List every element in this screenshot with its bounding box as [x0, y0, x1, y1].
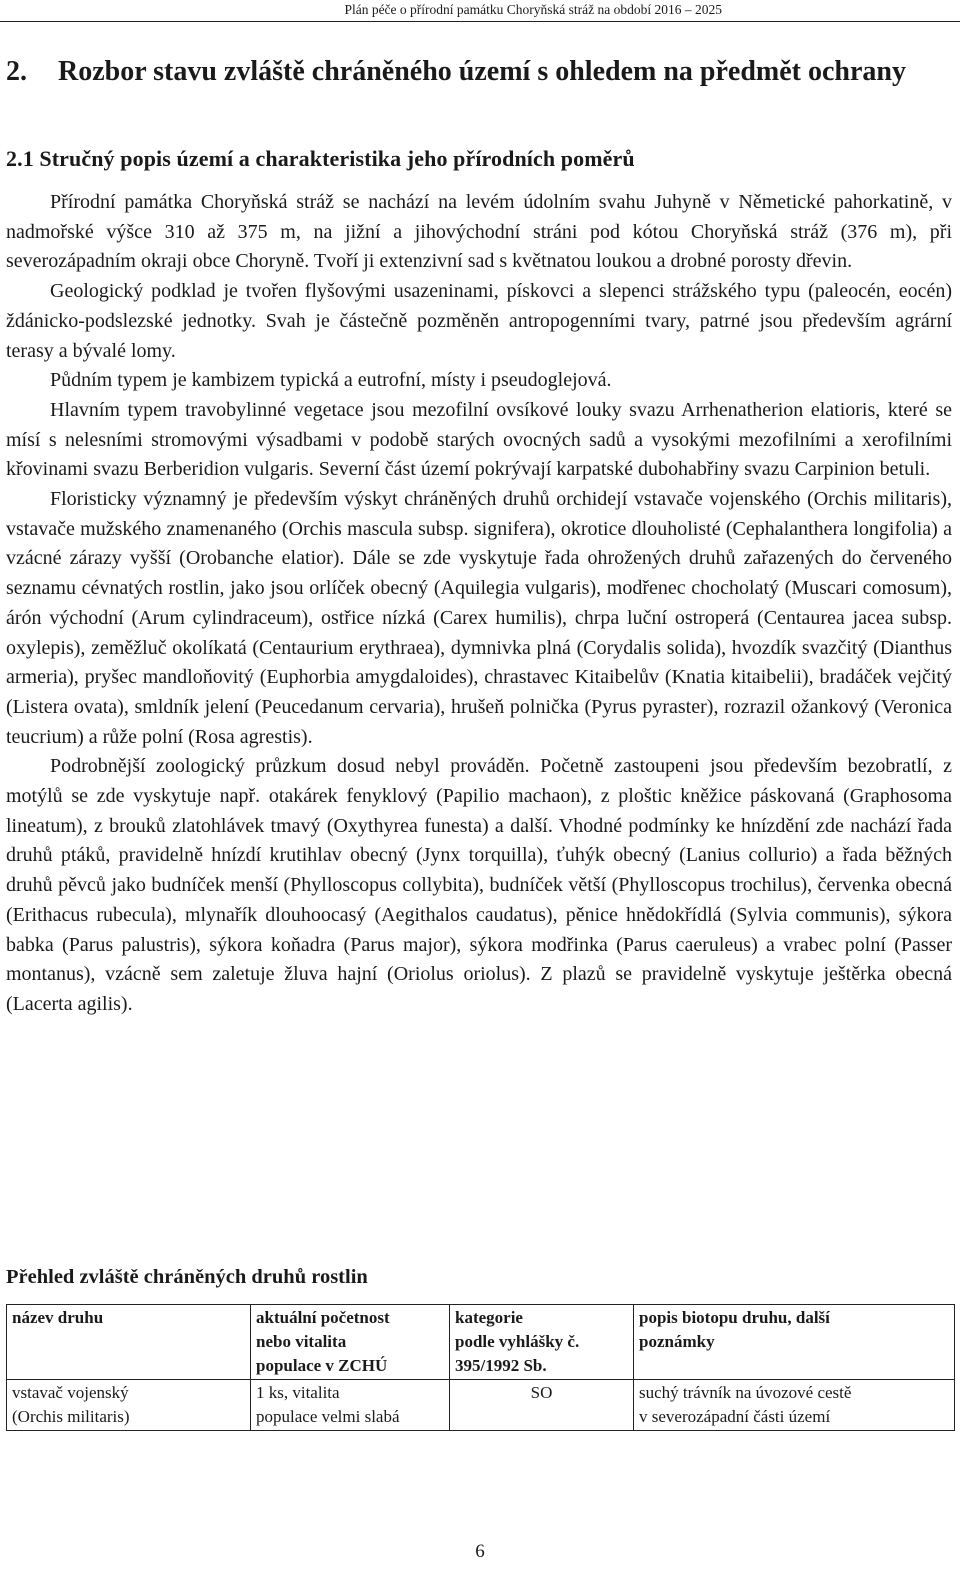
- paragraph-flora: Floristicky významný je především výskyt chráněných druhů orchidejí vstavače vojenského (Orchis militaris), vstavače mužského znamenaného (Orchis mascula subsp. signifera), okrotice dlouholisté (Cephalanthera longifolia) a vzácné zárazy vyšší (Orobanche elatior). Dále se zde vyskytuje řada ohrožených druhů zařazených do červeného seznamu cévnatých rostlin, jako jsou orlíček obecný (Aquilegia vulgaris), modřenec chocholatý (Muscari comosum), árón východní (Arum cylindraceum), ostřice nízká (Carex humilis), chrpa luční ostroperá (Centaurea jacea subsp. oxylepis), zeměžluč okolíkatá (Centaurium erythraea), dymnivka plná (Corydalis solida), hvozdík svazčitý (Dianthus armeria), pryšec mandloňovitý (Euphorbia amygdaloides), chrastavec Kitaibelův (Knatia kitaibelii), bradáček vejčitý (Listera ovata), smldník jelení (Peucedanum cervaria), hrušeň polnička (Pyrus pyraster), rozrazil ožankový (Veronica teucrium) a růže polní (Rosa agrestis).: [6, 488, 952, 748]
- paragraph-vegetation: Hlavním typem travobylinné vegetace jsou mezofilní ovsíkové louky svazu Arrhenatherion elatioris, které se mísí s nelesními stromovými výsadbami v podobě starých ovocných sadů a vysokými mezofilními a xerofilními křovinami svazu Berberidion vulgaris. Severní část území pokrývají karpatské dubohabřiny svazu Carpinion betuli.: [6, 398, 952, 481]
- chapter-title: [6, 52, 954, 92]
- table-heading: Přehled zvláště chráněných druhů rostlin: [6, 1266, 368, 1288]
- header-line: nebo vitalita: [256, 1332, 347, 1351]
- header-line: kategorie: [455, 1308, 523, 1327]
- chapter-number: 2.: [6, 56, 27, 87]
- chapter-title-text: Rozbor stavu zvláště chráněného území s ohledem na předmět ochrany: [58, 56, 906, 87]
- header-line: poznámky: [639, 1332, 715, 1351]
- cell-population: [251, 1380, 450, 1431]
- cell-habitat: [634, 1380, 955, 1431]
- species-table: [6, 1304, 955, 1431]
- population-line: populace velmi slabá: [256, 1407, 400, 1426]
- paragraph-location: Přírodní památka Choryňská stráž se nachází na levém údolním svahu Juhyně v Němetické pahorkatině, v nadmořské výšce 310 až 375 m, na jižní a jihovýchodní stráni pod kótou Choryňská stráž (376 m), při severozápadním okraji obce Choryně. Tvoří ji extenzivní sad s květnatou loukou a drobné porosty dřevin.: [6, 191, 952, 273]
- paragraph-soil: Půdním typem je kambizem typická a eutrofní, místy i pseudoglejová.: [50, 369, 612, 392]
- table-header-row: [7, 1305, 955, 1380]
- header-habitat: [634, 1305, 955, 1380]
- paragraph-geology: Geologický podklad je tvořen flyšovými usazeninami, pískovci a slepenci strážského typu (paleocén, eocén) ždánicko-podslezské jednotky. Svah je částečně pozměněn antropogenními tvary, patrné jsou především agrární terasy a bývalé lomy.: [6, 280, 952, 362]
- habitat-line: suchý trávník na úvozové cestě: [639, 1383, 852, 1402]
- section-title: 2.1 Stručný popis území a charakteristika jeho přírodních poměrů: [6, 146, 635, 171]
- table-row: [7, 1380, 955, 1431]
- header-line: popis biotopu druhu, další: [639, 1308, 830, 1327]
- header-line: 395/1992 Sb.: [455, 1356, 547, 1375]
- header-category: [450, 1305, 634, 1380]
- running-header: [0, 0, 960, 22]
- header-population: [251, 1305, 450, 1380]
- species-common-name: vstavač vojenský: [12, 1383, 129, 1402]
- header-line: populace v ZCHÚ: [256, 1356, 388, 1375]
- body-text: [6, 188, 952, 1020]
- running-header-title: Plán péče o přírodní památku Choryňská stráž na období 2016 – 2025: [344, 2, 722, 17]
- header-line: aktuální početnost: [256, 1308, 390, 1327]
- species-latin-name: (Orchis militaris): [12, 1407, 130, 1426]
- population-line: 1 ks, vitalita: [256, 1383, 340, 1402]
- paragraph-fauna: Podrobnější zoologický průzkum dosud nebyl prováděn. Početně zastoupeni jsou především bezobratlí, z motýlů se zde vyskytuje např. otakárek fenyklový (Papilio machaon), z ploštic kněžice páskovaná (Graphosoma lineatum), z brouků zlatohlávek tmavý (Oxythyrea funesta) a další. Vhodné podmínky ke hnízdění zde nachází řada druhů ptáků, pravidelně hnízdí krutihlav obecný (Jynx torquilla), ťuhýk obecný (Lanius collurio) a řada běžných druhů pěvců jako budníček menší (Phylloscopus collybita), budníček větší (Phylloscopus trochilus), červenka obecná (Erithacus rubecula), mlynařík dlouhoocasý (Aegithalos caudatus), pěnice hnědokřídlá (Sylvia communis), sýkora babka (Parus palustris), sýkora koňadra (Parus major), sýkora modřinka (Parus caeruleus) a vrabec polní (Passer montanus), vzácně sem zaletuje žluva hajní (Oriolus oriolus). Z plazů se pravidelně vyskytuje ještěrka obecná (Lacerta agilis).: [6, 755, 952, 1015]
- header-line: podle vyhlášky č.: [455, 1332, 580, 1351]
- header-line: název druhu: [12, 1308, 104, 1327]
- cell-species-name: [7, 1380, 251, 1431]
- header-species-name: [7, 1305, 251, 1380]
- habitat-line: v severozápadní části území: [639, 1407, 831, 1426]
- page-number: 6: [475, 1541, 485, 1562]
- cell-category: SO: [450, 1380, 634, 1431]
